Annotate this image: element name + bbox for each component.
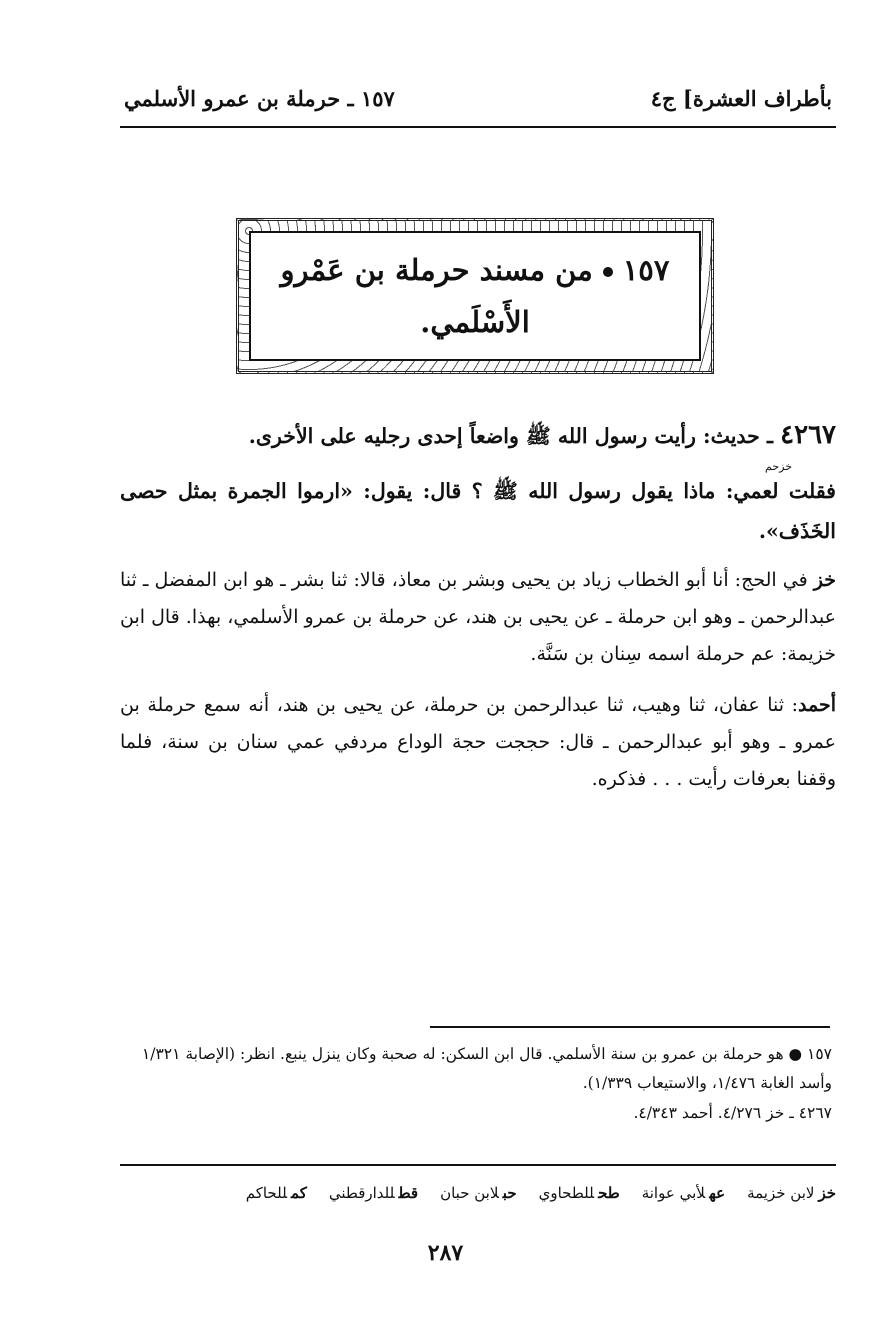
section-number: ١٥٧ — [622, 252, 670, 287]
hadith-line1: ـ حديث: رأيت رسول الله ﷺ واضعاً إحدى رجليه على الأخرى. — [248, 424, 773, 448]
paragraph-text: : ثنا عفان، ثنا وهيب، ثنا عبدالرحمن بن حرملة، عن يحيى بن هند، أنه سمع حرملة بن عمرو ـ وهو أبو عبدالرحمن ـ قال: حججت حجة الوداع مردفي عمي سنان بن سنة، فلما وقفنا بعرفات رأيت . . . فذكره. — [120, 693, 836, 790]
abbreviation-name: للطحاوي — [538, 1184, 595, 1202]
abbreviation-name: للدارقطني — [328, 1184, 395, 1202]
source-code: أحمد — [798, 693, 836, 716]
paragraph-text: في الحج: أنا أبو الخطاب زياد بن يحيى وبشر بن معاذ، قالا: ثنا بشر ـ هو ابن المفضل ـ ثنا عبدالرحمن ـ وهو ابن حرملة ـ عن يحيى بن هند، عن حرملة بن عمرو الأسلمي، بهذا. قال ابن خزيمة: عم حرملة اسمه سِنان بن سَنَّة. — [120, 568, 836, 665]
abbreviation-code: عه — [709, 1184, 726, 1202]
abbreviation-name: للحاكم — [245, 1184, 288, 1202]
footnote-divider — [430, 1026, 830, 1028]
header-book-title: بأطراف العشرة] ج٤ — [650, 85, 832, 111]
footnote: ١٥٧ ● هو حرملة بن عمرو بن سنة الأسلمي. قال ابن السكن: له صحبة وكان ينزل ينبع. انظر: (الإصابة ١/٣٢١ وأسد الغابة ١/٤٧٦، والاستيعاب ١/٣٣٩). — [141, 1045, 832, 1093]
abbreviation-code: حب — [502, 1184, 517, 1202]
abbreviation-item — [246, 1184, 307, 1202]
section-title-text: من مسند حرملة بن عَمْرو — [280, 252, 593, 287]
abbreviation-code: طح — [598, 1184, 620, 1202]
abbreviations-key — [120, 1184, 836, 1202]
abbreviation-item — [329, 1184, 418, 1202]
bullet-icon — [603, 267, 613, 277]
isnad-paragraph — [120, 562, 836, 673]
abbreviation-code: خز — [818, 1184, 836, 1202]
hadith-text — [120, 410, 836, 552]
section-title-frame — [236, 218, 714, 374]
hadith-line2: فقلت لعمي: ماذا يقول رسول الله ﷺ ؟ قال: يقول: «ارموا الجمرة بمثل حصى الخَذَف». — [120, 478, 836, 543]
header-section-title: ١٥٧ ـ حرملة بن عمرو الأسلمي — [124, 85, 395, 111]
abbreviation-name: لابن حبان — [440, 1184, 499, 1202]
abbreviations-divider — [120, 1164, 836, 1166]
abbreviation-name: لأبي عوانة — [641, 1184, 706, 1202]
hadith-source-tags: خزحم — [765, 459, 792, 473]
section-title-box — [249, 231, 701, 361]
hadith-number: ٤٢٦٧ — [780, 420, 836, 450]
abbreviation-code: قط — [398, 1184, 419, 1202]
abbreviation-item — [539, 1184, 620, 1202]
footnote: ٤٢٦٧ ـ خز ٤/٢٧٦. أحمد ٤/٣٤٣. — [633, 1103, 832, 1122]
abbreviation-item — [440, 1184, 517, 1202]
abbreviation-item — [747, 1184, 836, 1202]
page-number: ٢٨٧ — [427, 1240, 464, 1266]
abbreviation-code: كم — [291, 1184, 307, 1202]
section-title-line1 — [281, 244, 670, 296]
running-header — [120, 70, 836, 128]
section-title-line2: الأَسْلَمي. — [420, 305, 530, 339]
main-text — [120, 410, 836, 812]
footnotes — [120, 1040, 832, 1128]
isnad-paragraph — [120, 687, 836, 798]
source-code: خز — [813, 568, 836, 591]
abbreviation-item — [642, 1184, 725, 1202]
abbreviation-name: لابن خزيمة — [747, 1184, 815, 1202]
